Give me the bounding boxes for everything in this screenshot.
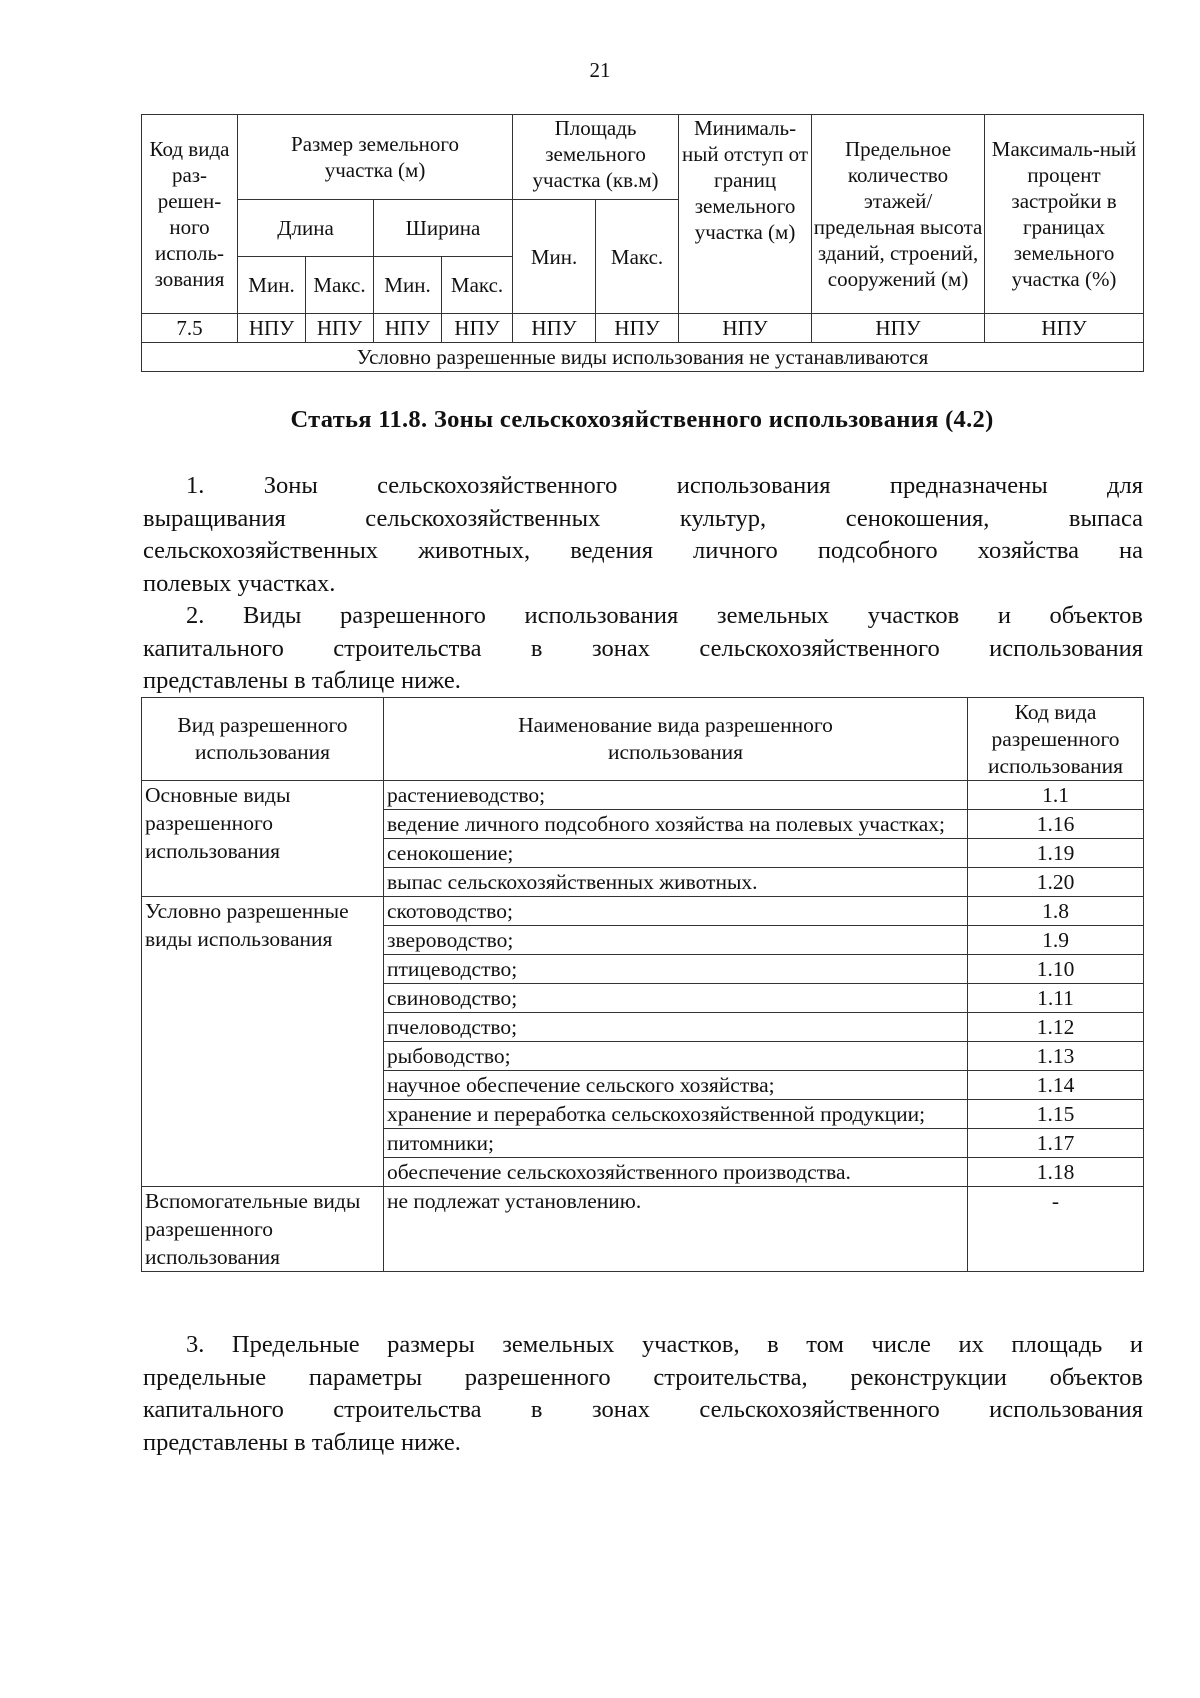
use-name: сенокошение; [384,839,968,868]
header-area-max: Макс. [596,200,679,314]
use-name: научное обеспечение сельского хозяйства; [384,1071,968,1100]
paragraph-line: 2. Виды разрешенного использования земельных участков и объектов [186,602,1143,629]
group-label: Вспомогательные виды разрешенного использования [142,1187,384,1272]
row-value: НПУ [812,314,985,343]
row-value: НПУ [596,314,679,343]
group-label: Основные виды разрешенного использования [142,781,384,897]
use-name: хранение и переработка сельскохозяйственной продукции; [384,1100,968,1129]
use-name: ведение личного подсобного хозяйства на полевых участках; [384,810,968,839]
paragraph-line: выращивания сельскохозяйственных культур, сенокошения, выпаса [143,504,1143,532]
use-code: 1.18 [968,1158,1144,1187]
header-width-max: Макс. [442,257,513,314]
use-code: 1.19 [968,839,1144,868]
paragraph-line: предельные параметры разрешенного строительства, реконструкции объектов [143,1363,1143,1391]
use-name: обеспечение сельскохозяйственного производства. [384,1158,968,1187]
use-code: 1.9 [968,926,1144,955]
header-width-min: Мин. [374,257,442,314]
header-area-min: Мин. [513,200,596,314]
use-code: 1.13 [968,1042,1144,1071]
use-code: 1.11 [968,984,1144,1013]
paragraph-line: сельскохозяйственных животных, ведения личного подсобного хозяйства на [143,537,1143,564]
table-row [142,314,1144,343]
row-value: НПУ [679,314,812,343]
header-floors: Предельное количество этажей/ предельная высота зданий, строений, сооружений (м) [812,115,985,314]
row-value: НПУ [985,314,1144,343]
paragraph-line: капитального строительства в зонах сельскохозяйственного использования [143,1396,1143,1423]
header-area: Площадь земельного участка (кв.м) [513,115,679,200]
use-code: - [968,1187,1144,1272]
use-code: 1.8 [968,897,1144,926]
header-coverage: Максималь-ный процент застройки в границах земельного участка (%) [985,115,1144,314]
paragraph-2 [143,600,1143,698]
use-code: 1.10 [968,955,1144,984]
paragraph-line: представлены в таблице ниже. [143,1428,461,1456]
parameters-table [141,114,1144,372]
use-name: выпас сельскохозяйственных животных. [384,868,968,897]
use-code: 1.1 [968,781,1144,810]
use-code: 1.16 [968,810,1144,839]
header-use-type: Вид разрешенного использования [142,698,384,781]
table-row [142,781,1144,810]
use-name: растениеводство; [384,781,968,810]
row-value: НПУ [513,314,596,343]
paragraph-line: 1. Зоны сельскохозяйственного использования предназначены для [186,472,1143,499]
use-code: 1.20 [968,868,1144,897]
row-value: НПУ [442,314,513,343]
paragraph-1 [143,470,1143,600]
table-row [142,1187,1144,1272]
use-name: скотоводство; [384,897,968,926]
row-value: НПУ [238,314,306,343]
header-setback: Минималь-ный отступ от границ земельного участка (м) [679,115,812,314]
header-length-min: Мин. [238,257,306,314]
paragraph-line: капитального строительства в зонах сельскохозяйственного использования [143,634,1143,662]
use-code: 1.12 [968,1013,1144,1042]
header-use-code: Код вида разрешенного использования [968,698,1144,781]
use-name: рыбоводство; [384,1042,968,1071]
row-value: НПУ [306,314,374,343]
use-code: 1.15 [968,1100,1144,1129]
header-length-max: Макс. [306,257,374,314]
use-name: не подлежат установлению. [384,1187,968,1272]
use-name: свиноводство; [384,984,968,1013]
permitted-uses-table [141,697,1144,1272]
row-code: 7.5 [142,314,238,343]
paragraph-line: полевых участках. [143,569,336,597]
use-code: 1.14 [968,1071,1144,1100]
page-number: 21 [589,58,611,82]
group-label: Условно разрешенные виды использования [142,897,384,1187]
use-name: пчеловодство; [384,1013,968,1042]
table-row [142,897,1144,926]
use-name: звероводство; [384,926,968,955]
use-name: питомники; [384,1129,968,1158]
header-width: Ширина [374,200,513,257]
header-use-name: Наименование вида разрешенного использования [384,698,968,781]
use-name: птицеводство; [384,955,968,984]
row-value: НПУ [374,314,442,343]
article-heading: Статья 11.8. Зоны сельскохозяйственного использования (4.2) [290,406,994,433]
table-note: Условно разрешенные виды использования не устанавливаются [142,343,1144,372]
paragraph-line: 3. Предельные размеры земельных участков, в том числе их площадь и [186,1331,1143,1358]
header-code: Код вида раз-решен-ного исполь-зования [142,115,238,314]
paragraph-3 [143,1329,1143,1459]
header-length: Длина [238,200,374,257]
header-land-size: Размер земельного участка (м) [238,115,513,200]
paragraph-line: представлены в таблице ниже. [143,667,461,694]
use-code: 1.17 [968,1129,1144,1158]
